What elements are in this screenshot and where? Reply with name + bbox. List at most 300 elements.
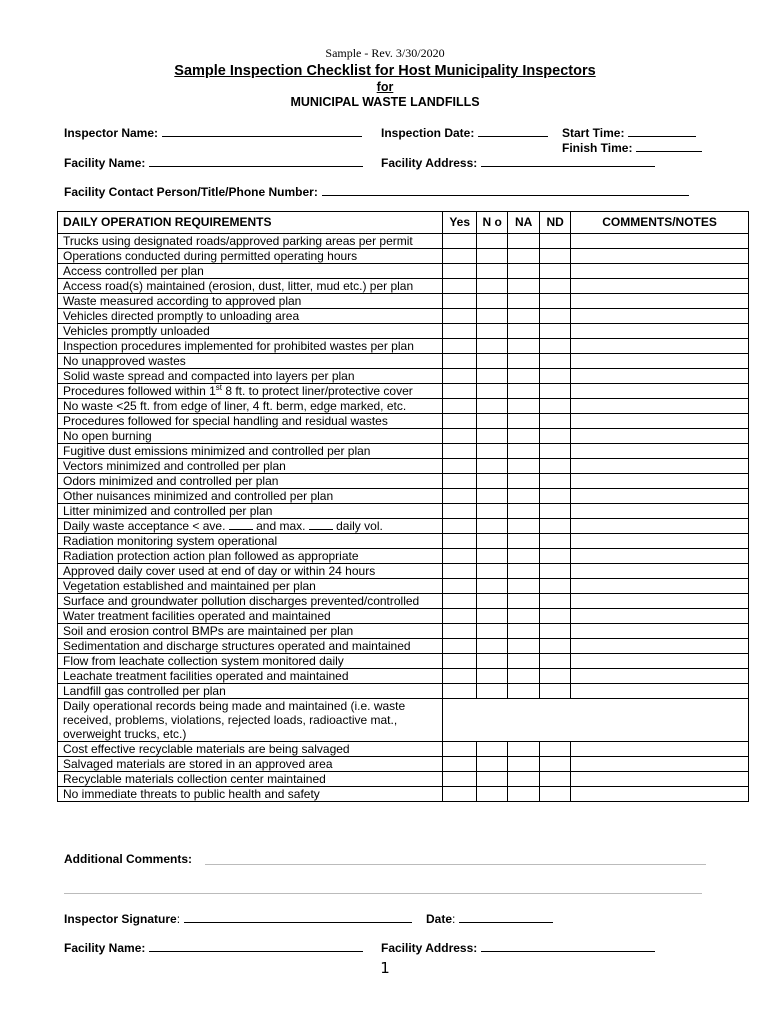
nd-cell[interactable]	[540, 504, 571, 519]
header-na: NA	[508, 212, 540, 234]
nd-cell[interactable]	[540, 669, 571, 684]
nd-cell[interactable]	[540, 624, 571, 639]
nd-cell[interactable]	[540, 309, 571, 324]
table-row	[58, 429, 749, 444]
nd-cell[interactable]	[540, 489, 571, 504]
no-cell[interactable]	[477, 369, 508, 384]
yes-cell[interactable]	[443, 742, 477, 757]
requirement-text: No unapproved wastes	[63, 354, 186, 368]
inspector-name-line[interactable]	[162, 125, 362, 137]
requirement-cell	[58, 309, 443, 324]
table-row	[58, 444, 749, 459]
comments-cell[interactable]	[571, 279, 749, 294]
comments-cell[interactable]	[571, 757, 749, 772]
yes-cell[interactable]	[443, 459, 477, 474]
no-cell[interactable]	[477, 414, 508, 429]
inspection-date-field	[381, 125, 548, 140]
no-cell[interactable]	[477, 339, 508, 354]
yes-cell[interactable]	[443, 549, 477, 564]
inspection-date-label: Inspection Date:	[381, 126, 475, 140]
comments-cell[interactable]	[571, 234, 749, 249]
na-cell[interactable]	[508, 624, 540, 639]
requirement-cell	[58, 534, 443, 549]
requirement-text-end: daily vol.	[332, 519, 383, 533]
comments-cell[interactable]	[571, 684, 749, 699]
no-cell[interactable]	[477, 787, 508, 802]
nd-cell[interactable]	[540, 534, 571, 549]
finish-time-field	[562, 140, 702, 155]
nd-cell[interactable]	[540, 369, 571, 384]
no-cell[interactable]	[477, 384, 508, 399]
requirement-cell	[58, 757, 443, 772]
footer-facility-name-line[interactable]	[149, 940, 363, 952]
no-cell[interactable]	[477, 534, 508, 549]
requirement-text: Salvaged materials are stored in an approved area	[63, 757, 333, 771]
requirement-text: Access controlled per plan	[63, 264, 204, 278]
yes-cell[interactable]	[443, 309, 477, 324]
na-cell[interactable]	[508, 684, 540, 699]
requirement-cell	[58, 742, 443, 757]
facility-name-label: Facility Name:	[64, 156, 146, 170]
na-cell[interactable]	[508, 294, 540, 309]
comments-cell[interactable]	[571, 324, 749, 339]
requirement-cell	[58, 699, 443, 742]
no-cell[interactable]	[477, 444, 508, 459]
comments-cell[interactable]	[571, 294, 749, 309]
na-cell[interactable]	[508, 474, 540, 489]
yes-cell[interactable]	[443, 324, 477, 339]
additional-comments-line-2[interactable]	[64, 893, 702, 894]
yes-cell[interactable]	[443, 594, 477, 609]
comments-cell[interactable]	[571, 787, 749, 802]
document-title: Sample Inspection Checklist for Host Municipality Inspectors	[174, 63, 596, 79]
na-cell[interactable]	[508, 609, 540, 624]
table-row	[58, 504, 749, 519]
nd-cell[interactable]	[540, 264, 571, 279]
table-row	[58, 742, 749, 757]
na-cell[interactable]	[508, 324, 540, 339]
nd-cell[interactable]	[540, 519, 571, 534]
na-cell[interactable]	[508, 742, 540, 757]
requirement-cell	[58, 579, 443, 594]
nd-cell[interactable]	[540, 579, 571, 594]
table-row	[58, 264, 749, 279]
facility-address-field	[381, 155, 655, 170]
signature-date-line[interactable]	[459, 911, 553, 923]
requirement-cell	[58, 324, 443, 339]
table-row	[58, 399, 749, 414]
comments-cell[interactable]	[571, 369, 749, 384]
requirement-cell	[58, 519, 443, 534]
nd-cell[interactable]	[540, 564, 571, 579]
requirement-cell	[58, 294, 443, 309]
yes-cell[interactable]	[443, 474, 477, 489]
na-cell[interactable]	[508, 519, 540, 534]
finish-time-label: Finish Time:	[562, 141, 633, 155]
start-time-field	[562, 125, 696, 140]
requirement-cell	[58, 564, 443, 579]
table-row	[58, 354, 749, 369]
na-cell[interactable]	[508, 459, 540, 474]
yes-cell[interactable]	[443, 669, 477, 684]
yes-cell[interactable]	[443, 504, 477, 519]
nd-cell[interactable]	[540, 249, 571, 264]
na-cell[interactable]	[508, 639, 540, 654]
yes-cell[interactable]	[443, 579, 477, 594]
table-row	[58, 234, 749, 249]
no-cell[interactable]	[477, 279, 508, 294]
comments-cell[interactable]	[571, 639, 749, 654]
table-row	[58, 384, 749, 399]
inspection-date-line[interactable]	[478, 125, 548, 137]
comments-cell[interactable]	[571, 624, 749, 639]
footer-facility-address-line[interactable]	[481, 940, 655, 952]
table-row	[58, 279, 749, 294]
na-cell[interactable]	[508, 504, 540, 519]
nd-cell[interactable]	[540, 429, 571, 444]
na-cell[interactable]	[508, 429, 540, 444]
table-row	[58, 684, 749, 699]
nd-cell[interactable]	[540, 684, 571, 699]
table-row	[58, 459, 749, 474]
inspector-name-field	[64, 125, 362, 140]
yes-cell[interactable]	[443, 279, 477, 294]
no-cell[interactable]	[477, 594, 508, 609]
ordinal-suffix: st	[215, 383, 222, 392]
requirement-text: Fugitive dust emissions minimized and controlled per plan	[63, 444, 371, 458]
yes-cell[interactable]	[443, 772, 477, 787]
requirement-text: Sedimentation and discharge structures operated and maintained	[63, 639, 411, 653]
inspector-signature-field	[64, 911, 412, 926]
comments-cell[interactable]	[571, 429, 749, 444]
nd-cell[interactable]	[540, 444, 571, 459]
no-cell[interactable]	[477, 249, 508, 264]
nd-cell[interactable]	[540, 474, 571, 489]
header-nd: ND	[540, 212, 571, 234]
requirement-cell	[58, 399, 443, 414]
signature-date-field	[426, 911, 553, 926]
yes-cell[interactable]	[443, 339, 477, 354]
comments-cell[interactable]	[571, 384, 749, 399]
comments-cell[interactable]	[571, 459, 749, 474]
comments-cell[interactable]	[571, 564, 749, 579]
na-cell[interactable]	[508, 339, 540, 354]
checklist-table	[57, 211, 749, 802]
na-cell[interactable]	[508, 249, 540, 264]
requirement-text: Soil and erosion control BMPs are maintained per plan	[63, 624, 354, 638]
comments-cell[interactable]	[571, 474, 749, 489]
table-row	[58, 534, 749, 549]
table-row	[58, 324, 749, 339]
requirement-cell	[58, 624, 443, 639]
comments-cell[interactable]	[571, 414, 749, 429]
yes-cell[interactable]	[443, 399, 477, 414]
no-cell[interactable]	[477, 354, 508, 369]
comments-cell[interactable]	[571, 309, 749, 324]
no-cell[interactable]	[477, 309, 508, 324]
comments-cell[interactable]	[571, 534, 749, 549]
no-cell[interactable]	[477, 742, 508, 757]
no-cell[interactable]	[477, 624, 508, 639]
requirement-cell	[58, 684, 443, 699]
no-cell[interactable]	[477, 324, 508, 339]
no-cell[interactable]	[477, 564, 508, 579]
na-cell[interactable]	[508, 489, 540, 504]
no-cell[interactable]	[477, 474, 508, 489]
requirement-cell	[58, 549, 443, 564]
na-cell[interactable]	[508, 384, 540, 399]
na-cell[interactable]	[508, 564, 540, 579]
nd-cell[interactable]	[540, 324, 571, 339]
comments-cell[interactable]	[571, 264, 749, 279]
yes-cell[interactable]	[443, 564, 477, 579]
na-cell[interactable]	[508, 444, 540, 459]
na-cell[interactable]	[508, 354, 540, 369]
yes-cell[interactable]	[443, 684, 477, 699]
nd-cell[interactable]	[540, 294, 571, 309]
yes-cell[interactable]	[443, 354, 477, 369]
yes-cell[interactable]	[443, 369, 477, 384]
na-cell[interactable]	[508, 279, 540, 294]
table-row	[58, 757, 749, 772]
header-no: N o	[477, 212, 508, 234]
table-row	[58, 309, 749, 324]
revision-line: Sample - Rev. 3/30/2020	[325, 46, 445, 60]
requirement-text: Approved daily cover used at end of day or within 24 hours	[63, 564, 376, 578]
requirement-cell	[58, 639, 443, 654]
na-cell[interactable]	[508, 654, 540, 669]
nd-cell[interactable]	[540, 279, 571, 294]
yes-cell[interactable]	[443, 534, 477, 549]
requirement-text-mid: and max.	[252, 519, 309, 533]
nd-cell[interactable]	[540, 384, 571, 399]
requirement-cell	[58, 249, 443, 264]
footer-facility-name-label: Facility Name:	[64, 941, 146, 955]
requirement-cell	[58, 654, 443, 669]
requirement-text: Vectors minimized and controlled per plan	[63, 459, 286, 473]
facility-name-field	[64, 155, 363, 170]
table-row	[58, 787, 749, 802]
date-colon: :	[452, 912, 456, 926]
comments-cell[interactable]	[571, 594, 749, 609]
comments-cell[interactable]	[571, 339, 749, 354]
requirement-text: Daily operational records being made and maintained (i.e. waste received, problems, violations, rejected loads, radioactive mat., overweight trucks, etc.)	[63, 699, 406, 741]
nd-cell[interactable]	[540, 549, 571, 564]
nd-cell[interactable]	[540, 339, 571, 354]
comments-cell[interactable]	[571, 504, 749, 519]
no-cell[interactable]	[477, 459, 508, 474]
comments-cell[interactable]	[571, 669, 749, 684]
requirement-text: Daily waste acceptance < ave.	[63, 519, 226, 533]
table-row	[58, 609, 749, 624]
requirement-text: Trucks using designated roads/approved parking areas per permit	[63, 234, 413, 248]
comments-cell[interactable]	[571, 742, 749, 757]
requirement-text: Solid waste spread and compacted into layers per plan	[63, 369, 355, 383]
na-cell[interactable]	[508, 399, 540, 414]
facility-address-label: Facility Address:	[381, 156, 478, 170]
no-cell[interactable]	[477, 489, 508, 504]
comments-cell[interactable]	[571, 489, 749, 504]
no-cell[interactable]	[477, 264, 508, 279]
start-time-line[interactable]	[628, 125, 696, 137]
yes-cell[interactable]	[443, 787, 477, 802]
na-cell[interactable]	[508, 549, 540, 564]
requirement-text: Cost effective recyclable materials are being salvaged	[63, 742, 350, 756]
header-comments: COMMENTS/NOTES	[571, 212, 749, 234]
nd-cell[interactable]	[540, 757, 571, 772]
requirement-text: Other nuisances minimized and controlled per plan	[63, 489, 334, 503]
comments-cell[interactable]	[571, 399, 749, 414]
yes-cell[interactable]	[443, 294, 477, 309]
table-row	[58, 579, 749, 594]
yes-cell[interactable]	[443, 757, 477, 772]
requirement-text: Access road(s) maintained (erosion, dust, litter, mud etc.) per plan	[63, 279, 414, 293]
na-cell[interactable]	[508, 579, 540, 594]
yes-cell[interactable]	[443, 234, 477, 249]
yes-cell[interactable]	[443, 654, 477, 669]
na-cell[interactable]	[508, 414, 540, 429]
requirement-text: Operations conducted during permitted operating hours	[63, 249, 358, 263]
yes-cell[interactable]	[443, 624, 477, 639]
requirement-text: Procedures followed for special handling and residual wastes	[63, 414, 388, 428]
inspector-signature-line[interactable]	[184, 911, 412, 923]
requirement-text: Surface and groundwater pollution discharges prevented/controlled	[63, 594, 420, 608]
table-row	[58, 594, 749, 609]
nd-cell[interactable]	[540, 414, 571, 429]
requirement-cell	[58, 279, 443, 294]
requirement-cell	[58, 474, 443, 489]
yes-cell[interactable]	[443, 489, 477, 504]
no-cell[interactable]	[477, 429, 508, 444]
nd-cell[interactable]	[540, 399, 571, 414]
average-blank[interactable]	[229, 519, 253, 530]
yes-cell[interactable]	[443, 444, 477, 459]
requirement-text: Recyclable materials collection center maintained	[63, 772, 326, 786]
nd-cell[interactable]	[540, 742, 571, 757]
requirement-cell	[58, 339, 443, 354]
na-cell[interactable]	[508, 757, 540, 772]
na-cell[interactable]	[508, 309, 540, 324]
requirement-cell	[58, 369, 443, 384]
no-cell[interactable]	[477, 639, 508, 654]
nd-cell[interactable]	[540, 639, 571, 654]
comments-cell[interactable]	[571, 444, 749, 459]
table-header-row	[58, 212, 749, 234]
no-cell[interactable]	[477, 669, 508, 684]
na-cell[interactable]	[508, 234, 540, 249]
requirement-cell	[58, 429, 443, 444]
table-row	[58, 624, 749, 639]
no-cell[interactable]	[477, 684, 508, 699]
nd-cell[interactable]	[540, 594, 571, 609]
comments-cell[interactable]	[571, 519, 749, 534]
table-row	[58, 564, 749, 579]
requirement-text: No waste <25 ft. from edge of liner, 4 ft. berm, edge marked, etc.	[63, 399, 407, 413]
requirement-text: Waste measured according to approved plan	[63, 294, 302, 308]
contact-line[interactable]	[322, 184, 689, 196]
yes-cell[interactable]	[443, 639, 477, 654]
signature-colon: :	[176, 912, 181, 926]
requirement-cell	[58, 354, 443, 369]
requirement-text: Water treatment facilities operated and maintained	[63, 609, 331, 623]
max-blank[interactable]	[309, 519, 333, 530]
no-cell[interactable]	[477, 772, 508, 787]
na-cell[interactable]	[508, 534, 540, 549]
no-cell[interactable]	[477, 399, 508, 414]
table-row	[58, 772, 749, 787]
na-cell[interactable]	[508, 594, 540, 609]
requirement-cell	[58, 264, 443, 279]
no-cell[interactable]	[477, 234, 508, 249]
yes-cell[interactable]	[443, 429, 477, 444]
yes-cell[interactable]	[443, 699, 749, 742]
nd-cell[interactable]	[540, 772, 571, 787]
na-cell[interactable]	[508, 264, 540, 279]
yes-cell[interactable]	[443, 249, 477, 264]
additional-comments-line-1[interactable]	[205, 864, 706, 865]
comments-cell[interactable]	[571, 579, 749, 594]
yes-cell[interactable]	[443, 264, 477, 279]
facility-address-line[interactable]	[481, 155, 655, 167]
comments-cell[interactable]	[571, 354, 749, 369]
comments-cell[interactable]	[571, 654, 749, 669]
yes-cell[interactable]	[443, 384, 477, 399]
no-cell[interactable]	[477, 294, 508, 309]
nd-cell[interactable]	[540, 654, 571, 669]
no-cell[interactable]	[477, 654, 508, 669]
na-cell[interactable]	[508, 772, 540, 787]
nd-cell[interactable]	[540, 354, 571, 369]
table-row	[58, 639, 749, 654]
no-cell[interactable]	[477, 519, 508, 534]
table-row	[58, 549, 749, 564]
no-cell[interactable]	[477, 549, 508, 564]
no-cell[interactable]	[477, 757, 508, 772]
nd-cell[interactable]	[540, 459, 571, 474]
nd-cell[interactable]	[540, 787, 571, 802]
yes-cell[interactable]	[443, 609, 477, 624]
comments-cell[interactable]	[571, 549, 749, 564]
table-row	[58, 369, 749, 384]
nd-cell[interactable]	[540, 609, 571, 624]
yes-cell[interactable]	[443, 519, 477, 534]
no-cell[interactable]	[477, 504, 508, 519]
requirement-text: Vegetation established and maintained per plan	[63, 579, 316, 593]
requirement-cell	[58, 459, 443, 474]
na-cell[interactable]	[508, 369, 540, 384]
comments-cell[interactable]	[571, 609, 749, 624]
facility-name-line[interactable]	[149, 155, 363, 167]
yes-cell[interactable]	[443, 414, 477, 429]
footer-facility-name-field	[64, 940, 363, 955]
comments-cell[interactable]	[571, 249, 749, 264]
header-yes: Yes	[443, 212, 477, 234]
no-cell[interactable]	[477, 579, 508, 594]
requirement-text: Inspection procedures implemented for prohibited wastes per plan	[63, 339, 414, 353]
nd-cell[interactable]	[540, 234, 571, 249]
requirement-text-rest: 8 ft. to protect liner/protective cover	[221, 384, 413, 398]
finish-time-line[interactable]	[636, 140, 702, 152]
page-number: 1	[380, 959, 390, 977]
requirement-text: Vehicles promptly unloaded	[63, 324, 210, 338]
no-cell[interactable]	[477, 609, 508, 624]
na-cell[interactable]	[508, 669, 540, 684]
na-cell[interactable]	[508, 787, 540, 802]
comments-cell[interactable]	[571, 772, 749, 787]
requirement-cell	[58, 669, 443, 684]
requirement-text: Radiation monitoring system operational	[63, 534, 278, 548]
header-requirements: DAILY OPERATION REQUIREMENTS	[58, 212, 443, 234]
